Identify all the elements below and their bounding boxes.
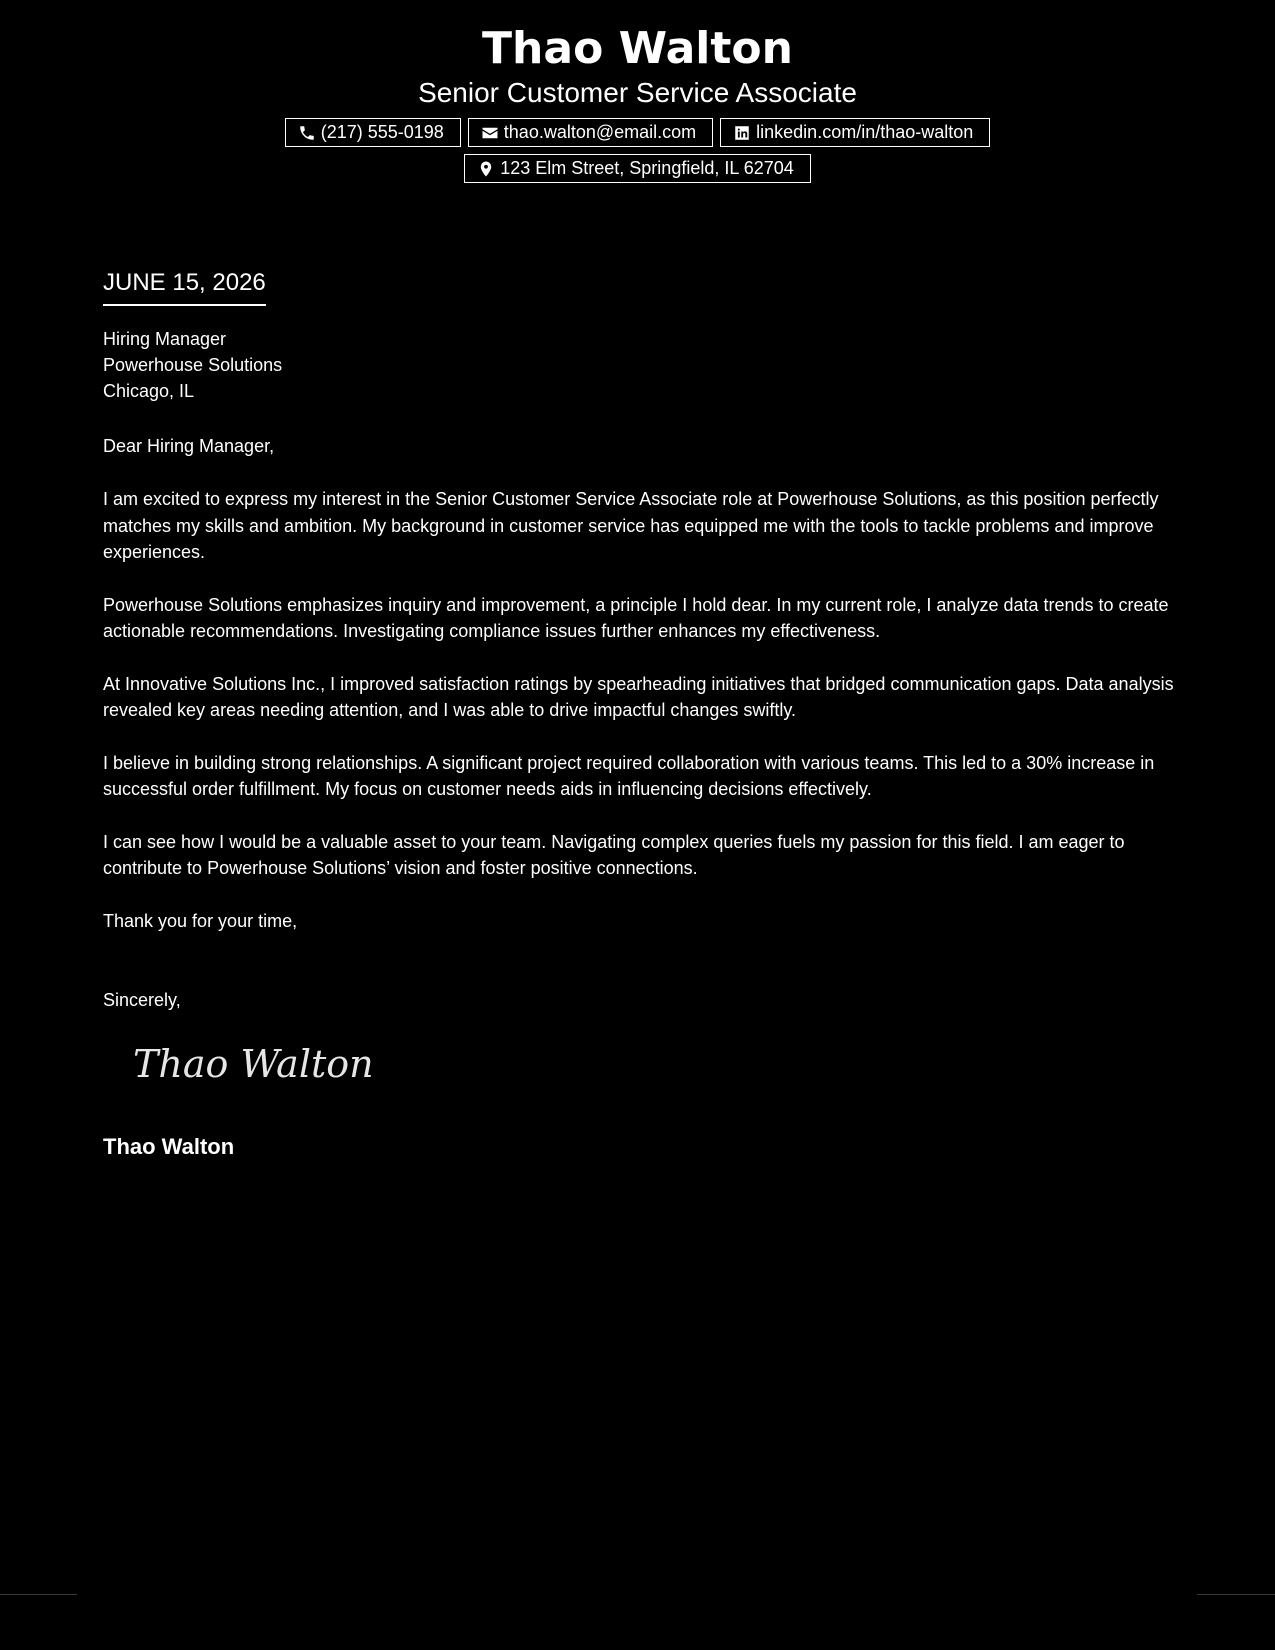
phone-contact[interactable] (285, 118, 461, 147)
linkedin-text: linkedin.com/in/thao-walton (756, 122, 974, 142)
address-row (0, 154, 1275, 183)
linkedin-icon (733, 124, 751, 142)
email-contact[interactable] (468, 118, 713, 147)
email-text: thao.walton@email.com (503, 122, 697, 142)
footer-divider-left (0, 1594, 77, 1595)
recipient-block (103, 326, 1183, 404)
footer-divider-right (1197, 1594, 1275, 1595)
closing-line: Thank you for your time, (103, 911, 298, 931)
address-contact (464, 154, 811, 183)
letter-date: JUNE 15, 2026 (103, 266, 266, 306)
salutation: Dear Hiring Manager, (103, 436, 275, 456)
letter-body (103, 486, 1183, 908)
recipient-location: Chicago, IL (103, 381, 195, 401)
linkedin-contact[interactable] (720, 118, 990, 147)
letter-header (0, 0, 1275, 183)
applicant-title: Senior Customer Service Associate (418, 77, 857, 108)
body-paragraph: I am excited to express my interest in the Senior Customer Service Associate role at Powerhouse Solutions, as this position perfectly matches my skills and ambition. My background in customer service has equipped me with the tools to tackle problems and improve experiences. (103, 489, 1159, 562)
handwritten-signature: Thao Walton (133, 1042, 374, 1086)
address-text: 123 Elm Street, Springfield, IL 62704 (500, 158, 794, 178)
body-paragraph: At Innovative Solutions Inc., I improved satisfaction ratings by spearheading initiatives that bridged communication gaps. Data analysis revealed key areas needing attention, and I was able to drive impactful changes swiftly. (103, 673, 1174, 720)
recipient-company: Powerhouse Solutions (103, 355, 283, 375)
body-paragraph: I believe in building strong relationships. A significant project required collaboration with various teams. This led to a 30% increase in successful order fulfillment. My focus on customer needs aids in influencing decisions effectively. (103, 752, 1155, 799)
phone-icon (298, 124, 316, 142)
envelope-icon (481, 124, 499, 142)
map-pin-icon (477, 160, 495, 178)
signer-name: Thao Walton (103, 1134, 235, 1159)
contact-row (0, 118, 1275, 147)
sign-off: Sincerely, (103, 990, 181, 1010)
applicant-name: Thao Walton (482, 23, 793, 74)
recipient-name: Hiring Manager (103, 329, 227, 349)
body-paragraph: Powerhouse Solutions emphasizes inquiry and improvement, a principle I hold dear. In my current role, I analyze data trends to create actionable recommendations. Investigating compliance issues further enhances my effectiveness. (103, 594, 1169, 641)
phone-text: (217) 555-0198 (320, 122, 444, 142)
body-paragraph: I can see how I would be a valuable asset to your team. Navigating complex queries fuels my passion for this field. I am eager to contribute to Powerhouse Solutions’ vision and foster positive connections. (103, 831, 1125, 878)
